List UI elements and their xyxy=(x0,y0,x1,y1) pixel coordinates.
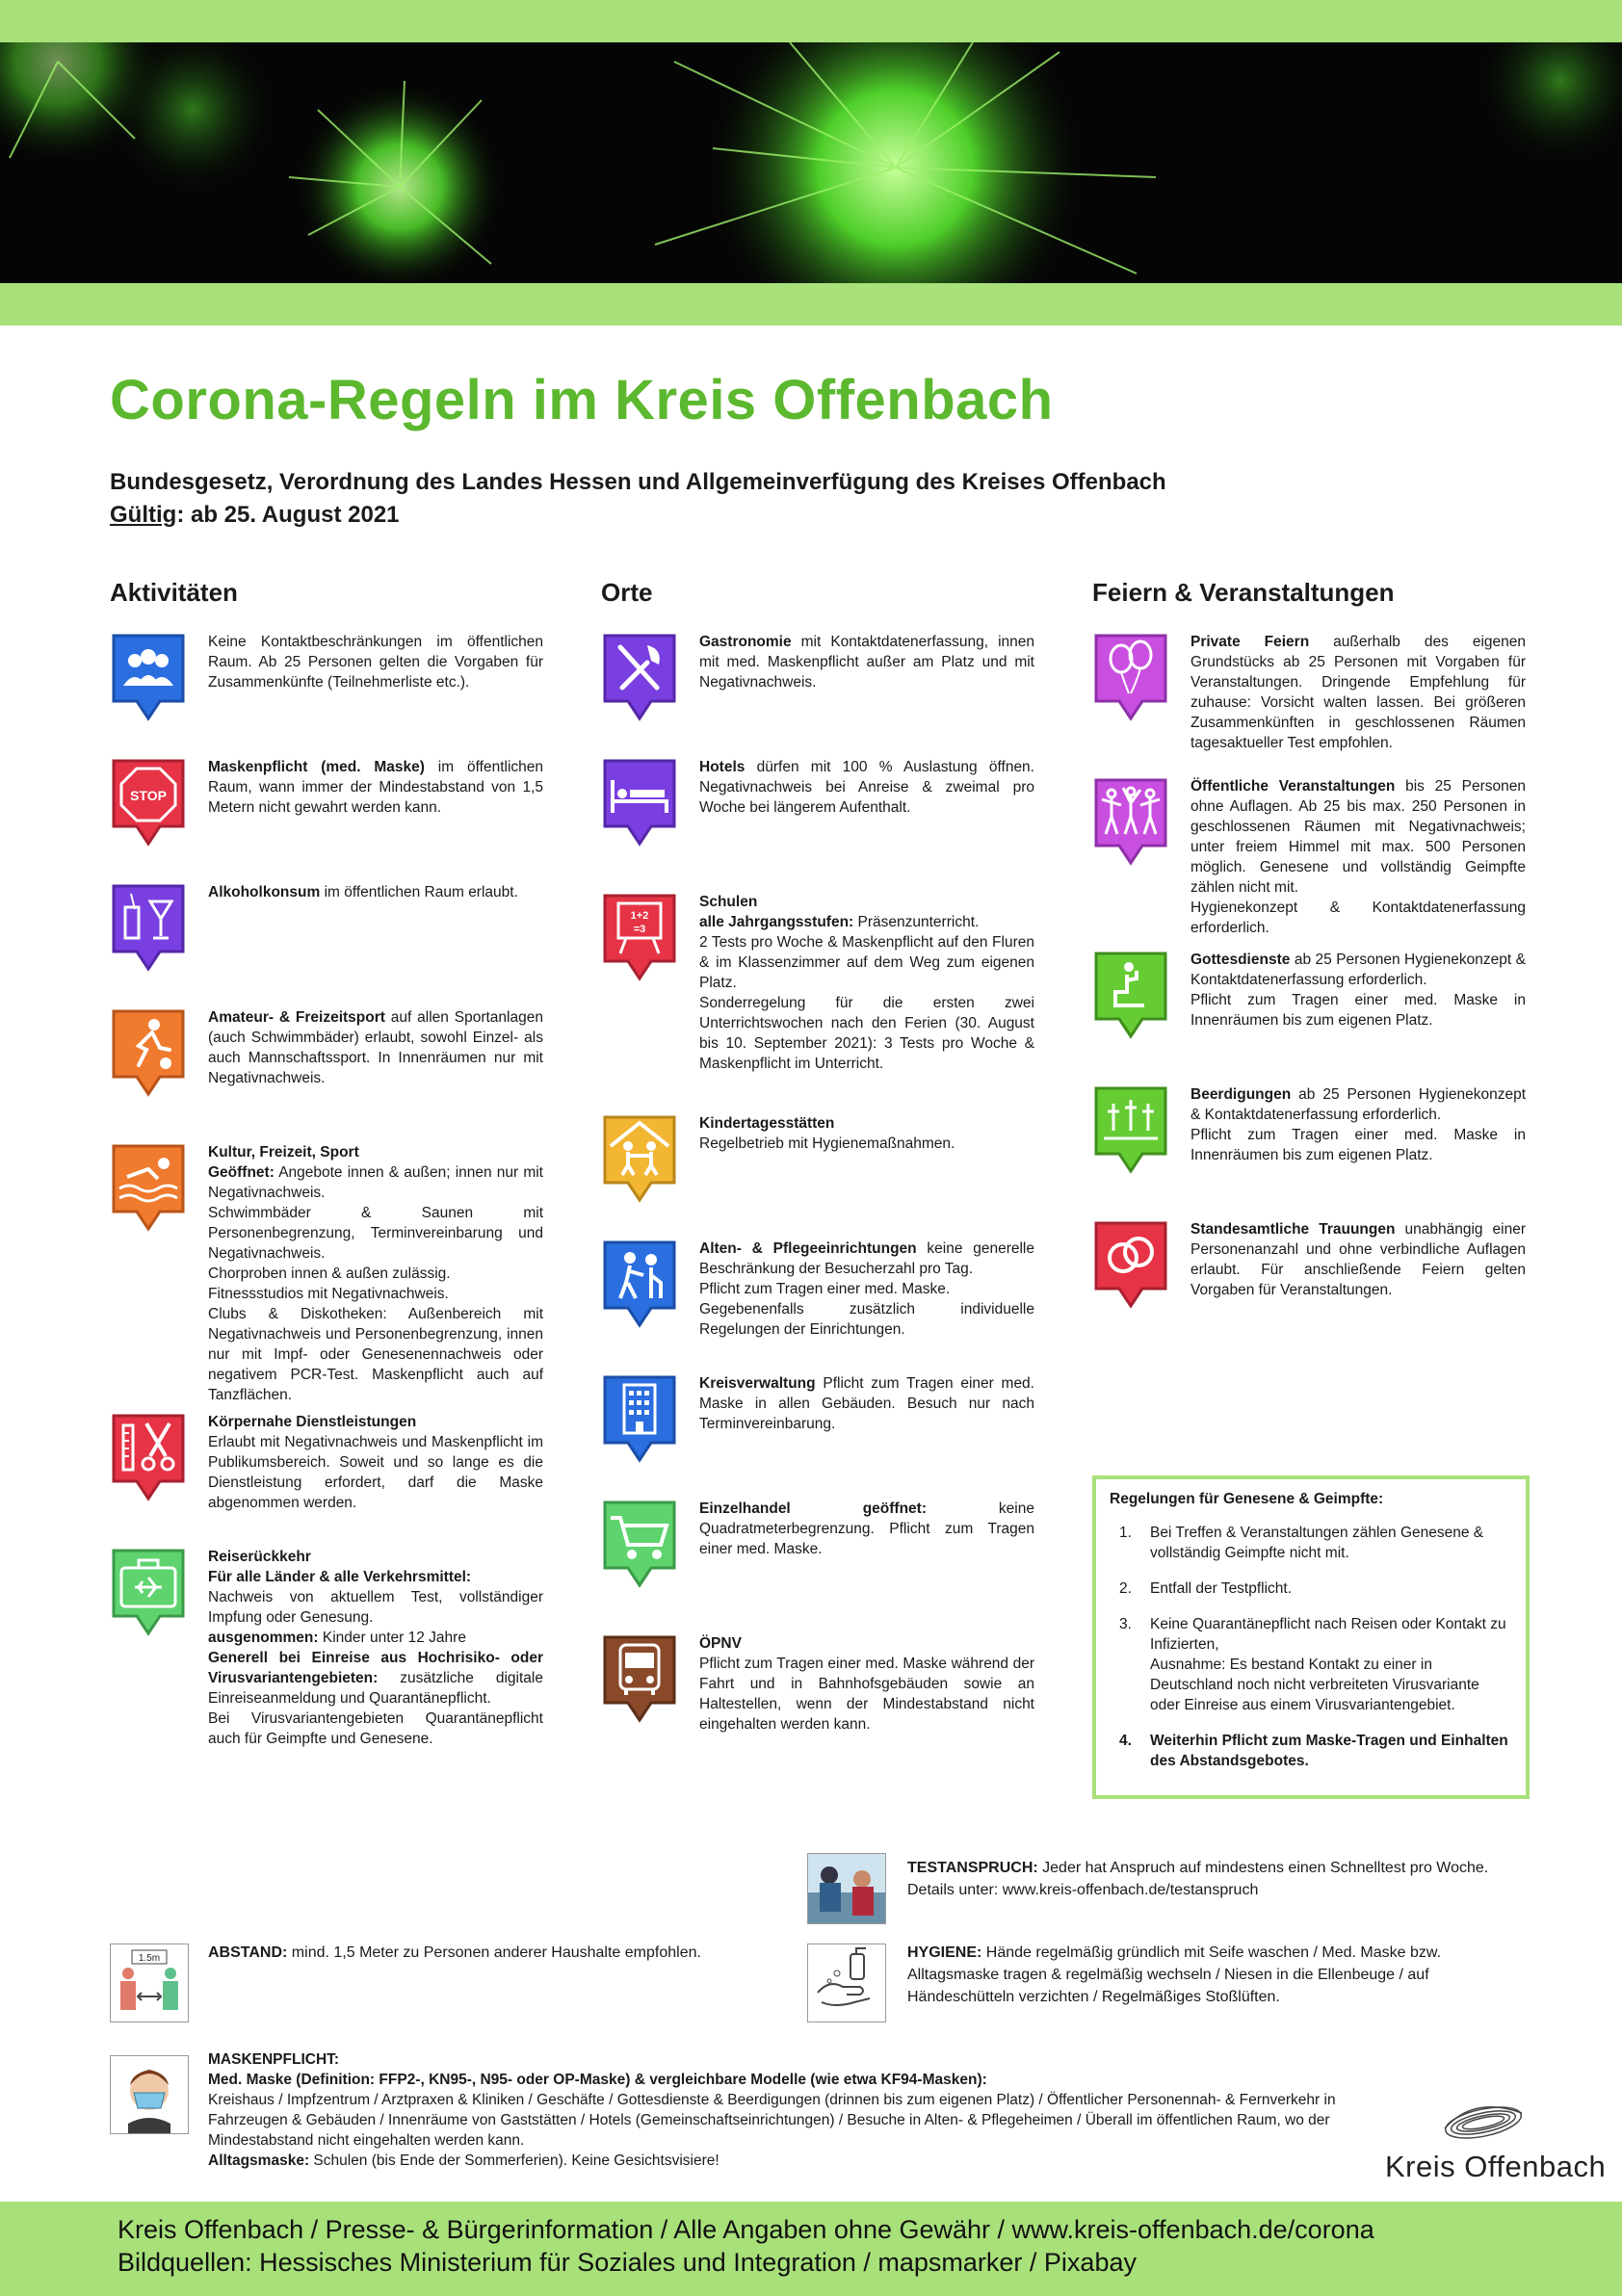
entry-kultur-text xyxy=(208,1142,543,1405)
entry-trauungen-text xyxy=(1190,1219,1526,1300)
hygiene-text: Hände regelmäßig gründlich mit Seife waschen / Med. Maske bzw. Alltagsmaske tragen & regelmäßig wechseln / Niesen in die Ellenbeuge / auf Händeschütteln verzichten / Regelmäßiges Stoßlüften. xyxy=(907,1944,1442,2005)
kultur-line-3: Fitnessstudios mit Negativnachweis. xyxy=(208,1286,449,1302)
entry-einzelhandel-text xyxy=(699,1499,1034,1559)
reise-aus-text: Kinder unter 12 Jahre xyxy=(318,1630,466,1646)
logo-text: Kreis Offenbach xyxy=(1385,2150,1607,2183)
people-group-icon xyxy=(110,632,187,728)
alten-line-1: Pflicht zum Tragen einer med. Maske. xyxy=(699,1281,951,1297)
gottes-line-1: Pflicht zum Tragen einer med. Maske in Innenräumen bis zum eigenen Platz. xyxy=(1190,992,1526,1029)
suitcase-plane-icon xyxy=(110,1547,187,1643)
reise-aus-bold: ausgenommen: xyxy=(208,1630,319,1646)
top-green-band xyxy=(0,0,1622,42)
mask-title: MASKENPFLICHT: xyxy=(208,2051,340,2068)
face-mask-icon xyxy=(110,2055,189,2134)
alkohol-bold: Alkoholkonsum xyxy=(208,884,321,900)
abstand-text: mind. 1,5 Meter zu Personen anderer Haushalte empfohlen. xyxy=(287,1944,701,1961)
entry-koerpernahe-text xyxy=(208,1412,543,1513)
alten-line-2: Gegebenenfalls zusätzlich individuelle Regelungen der Einrichtungen. xyxy=(699,1301,1034,1338)
alten-desc: keine generelle Beschränkung der Besucherzahl pro Tag. xyxy=(699,1240,1034,1277)
schulen-line-1: 2 Tests pro Woche & Maskenpflicht auf den Fluren & im Klassenzimmer auf dem Weg zum eigenen Platz. xyxy=(699,934,1034,991)
hygiene-bold: HYGIENE: xyxy=(907,1944,982,1961)
test-link[interactable]: Details unter: www.kreis-offenbach.de/testanspruch xyxy=(907,1882,1259,1898)
beerdigung-line-1: Pflicht zum Tragen einer med. Maske in Innenräumen bis zum eigenen Platz. xyxy=(1190,1127,1526,1163)
sports-player-icon xyxy=(110,1007,187,1104)
valid-label: Gültig xyxy=(110,502,177,528)
handel-desc: keine Quadratmeterbegrenzung. Pflicht zum Tragen einer med. Maske. xyxy=(699,1500,1034,1557)
board-text: 1+2 xyxy=(630,910,649,922)
kindergarten-icon xyxy=(601,1113,678,1210)
entry-alten-text xyxy=(699,1239,1034,1340)
praying-person-icon xyxy=(1092,950,1169,1046)
reise-title: Reiserückkehr xyxy=(208,1549,311,1565)
schulen-sub-bold: alle Jahrgangsstufen: xyxy=(699,914,854,930)
oepnv-title: ÖPNV xyxy=(699,1635,742,1652)
alltag-text: Schulen (bis Ende der Sommerferien). Keine Gesichtsvisiere! xyxy=(309,2152,719,2169)
handwashing-icon xyxy=(807,1944,886,2022)
gottes-bold: Gottesdienste xyxy=(1190,952,1291,968)
gastro-desc: mit Kontaktdatenerfassung, innen mit med. Maskenpflicht außer am Platz und mit Negativnachweis. xyxy=(699,634,1034,691)
maskenpflicht-info xyxy=(208,2049,1364,2171)
testanspruch-info xyxy=(907,1857,1524,1901)
entry-oepnv-text xyxy=(699,1633,1034,1735)
entry-maskenpflicht-text xyxy=(208,757,543,818)
subtitle-law: Bundesgesetz, Verordnung des Landes Hessen und Allgemeinverfügung des Kreises Offenbach xyxy=(110,469,1166,495)
beerdigung-desc: ab 25 Personen Hygienekonzept & Kontaktdatenerfassung erforderlich. xyxy=(1190,1086,1526,1123)
column-heading-aktivitaeten: Aktivitäten xyxy=(110,578,238,607)
kultur-open-text: Angebote innen & außen; innen nur mit Negativnachweis. xyxy=(208,1164,543,1201)
koerper-desc: Erlaubt mit Negativnachweis und Maskenpflicht im Publikumsbereich. Soweit und so lange es die Dienstleistung erfordert, darf die Maske abgenommen werden. xyxy=(208,1434,543,1511)
reise-sub: Für alle Länder & alle Verkehrsmittel: xyxy=(208,1569,472,1585)
crosses-icon xyxy=(1092,1084,1169,1181)
reise-gen-text: zusätzliche digitale Einreiseanmeldung und Quarantänepflicht. xyxy=(208,1670,543,1707)
kultur-title: Kultur, Freizeit, Sport xyxy=(208,1144,359,1161)
regelung-item-1: 1. Bei Treffen & Veranstaltungen zählen Genesene & vollständig Geimpfte nicht mit. xyxy=(1119,1525,1484,1561)
wedding-rings-icon xyxy=(1092,1219,1169,1316)
regelung-item-3: 3. Keine Quarantänepflicht nach Reisen oder Kontakt zu Infizierten, Ausnahme: Es bestand Kontakt zu einer in Deutschland noch nicht verbreiteten Virusvariante oder Einreise aus einem Virusvariantengebiet. xyxy=(1119,1616,1506,1713)
oeffentlich-line-1: Hygienekonzept & Kontaktdatenerfassung erforderlich. xyxy=(1190,900,1526,936)
kultur-line-2: Chorproben innen & außen zulässig. xyxy=(208,1265,451,1282)
mask-definition: Med. Maske (Definition: FFP2-, KN95-, N95- oder OP-Maske) & vergleichbare Modelle (wie etwa KF94-Masken): xyxy=(208,2072,987,2088)
entry-hotels-text xyxy=(699,757,1034,818)
elderly-care-icon xyxy=(601,1239,678,1335)
stop-sign-text: STOP xyxy=(130,788,167,803)
entry-private-feiern-text xyxy=(1190,632,1526,753)
board-text-2: =3 xyxy=(633,924,646,935)
school-board-icon xyxy=(601,892,678,988)
privat-bold: Private Feiern xyxy=(1190,634,1310,650)
stop-sign-icon xyxy=(110,757,187,853)
oeffentlich-desc: bis 25 Personen ohne Auflagen. Ab 25 bis max. 250 Personen in geschlossenen Räumen mit Negativnachweis; unter freiem Himmel mit max. 500 Personen möglich. Genesene und vollständig Geimpfte zählen nicht mit. xyxy=(1190,778,1526,896)
alten-bold: Alten- & Pflegeeinrichtungen xyxy=(699,1240,917,1257)
entry-gastronomie-text xyxy=(699,632,1034,692)
regelungen-box xyxy=(1092,1475,1530,1799)
reise-gen-bold: Generell bei Einreise aus Hochrisiko- oder Virusvariantengebieten: xyxy=(208,1650,543,1686)
distance-icon xyxy=(110,1944,189,2022)
virus-banner-image xyxy=(0,42,1622,283)
bed-icon xyxy=(601,757,678,853)
abstand-bold: ABSTAND: xyxy=(208,1944,288,1961)
mask-places: Kreishaus / Impfzentrum / Arztpraxen & Kliniken / Geschäfte / Gottesdienste & Beerdigungen (drinnen bis zum eigenen Platz) / Öffentlicher Personennah- & Fernverkehr in Fahrzeugen & Gebäuden / Innenräume von Gaststätten / Hotels (Gemeinschaftseinrichtungen) / Besuche in Alten- & Pflegeheimen / Überall im öffentlichen Raum, wo der Mindestabstand nicht eingehalten werden kann. xyxy=(208,2092,1336,2149)
trauung-desc: unabhängig einer Personenanzahl und ohne verbindliche Auflagen erlaubt. Für anschließende Feiern gelten Vorgaben für Veranstaltungen. xyxy=(1190,1221,1527,1298)
footer xyxy=(0,2202,1622,2296)
balloons-icon xyxy=(1092,632,1169,728)
hotels-bold: Hotels xyxy=(699,759,746,775)
regelungen-title: Regelungen für Genesene & Geimpfte: xyxy=(1110,1491,1384,1507)
beerdigung-bold: Beerdigungen xyxy=(1190,1086,1292,1103)
gottes-desc: ab 25 Personen Hygienekonzept & Kontaktdatenerfassung erforderlich. xyxy=(1190,952,1526,988)
entry-kontakt-text: Keine Kontaktbeschränkungen im öffentlichen Raum. Ab 25 Personen gelten die Vorgaben für Zusammenkünfte (Teilnehmerliste etc.). xyxy=(208,634,543,691)
kultur-line-1: Schwimmbäder & Saunen mit Personenbegrenzung, Terminvereinbarung und Negativnachweis. xyxy=(208,1205,543,1262)
sport-bold: Amateur- & Freizeitsport xyxy=(208,1009,385,1026)
entry-alkohol-text xyxy=(208,882,543,902)
subtitle xyxy=(110,466,1166,532)
kita-desc: Regelbetrieb mit Hygienemaßnahmen. xyxy=(699,1135,955,1152)
entry-gottesdienste-text xyxy=(1190,950,1526,1031)
dancing-people-icon xyxy=(1092,776,1169,873)
distance-sign-text: 1.5m xyxy=(138,1953,161,1964)
column-heading-feiern: Feiern & Veranstaltungen xyxy=(1092,578,1395,607)
fork-knife-icon xyxy=(601,632,678,728)
schulen-sub-text: Präsenzunterricht. xyxy=(853,914,980,930)
kultur-open-bold: Geöffnet: xyxy=(208,1164,275,1181)
kreis-bold: Kreisverwaltung xyxy=(699,1375,816,1392)
reise-line-2: Bei Virusvariantengebieten Quarantänepflicht auch für Geimpfte und Genesene. xyxy=(208,1710,543,1747)
green-band xyxy=(0,283,1622,326)
swimmer-icon xyxy=(110,1142,187,1239)
footer-line-1: Kreis Offenbach / Presse- & Bürgerinformation / Alle Angaben ohne Gewähr / www.kreis-offenbach.de/corona xyxy=(118,2215,1374,2244)
entry-reise-text xyxy=(208,1547,543,1749)
test-bold: TESTANSPRUCH: xyxy=(907,1860,1038,1876)
abstand-info xyxy=(208,1942,747,1964)
test-photo xyxy=(807,1853,886,1924)
entry-kita-text xyxy=(699,1113,1034,1154)
office-building-icon xyxy=(601,1373,678,1470)
drinks-icon xyxy=(110,882,187,978)
test-text: Jeder hat Anspruch auf mindestens einen Schnelltest pro Woche. xyxy=(1037,1860,1489,1876)
bus-icon xyxy=(601,1633,678,1730)
hygiene-info xyxy=(907,1942,1530,2008)
kreis-desc: Pflicht zum Tragen einer med. Maske in allen Gebäuden. Besuch nur nach Terminvereinbarung. xyxy=(699,1375,1034,1432)
entry-beerdigungen-text xyxy=(1190,1084,1526,1165)
kita-title: Kindertagesstätten xyxy=(699,1115,835,1132)
valid-date xyxy=(110,499,1166,532)
entry-sport-text xyxy=(208,1007,543,1088)
reise-line-1: Nachweis von aktuellem Test, vollständiger Impfung oder Genesung. xyxy=(208,1589,543,1626)
alkohol-desc: im öffentlichen Raum erlaubt. xyxy=(320,884,518,900)
handel-bold: Einzelhandel geöffnet: xyxy=(699,1500,927,1517)
privat-desc: außerhalb des eigenen Grundstücks ab 25 Personen mit Vorgaben für Veranstaltungen. Dringende Empfehlung für zuhause: Vorsicht walten lassen. Bei größeren Zusammenkünften in geschlossenen Räumen tagesaktueller Test empfohlen. xyxy=(1190,634,1526,751)
page-title: Corona-Regeln im Kreis Offenbach xyxy=(110,369,1054,431)
schulen-line-2: Sonderregelung für die ersten zwei Unterrichtswochen nach den Ferien (30. August bis 10. September 2021): 3 Tests pro Woche & Maskenpflicht im Unterricht. xyxy=(699,995,1034,1072)
oepnv-desc: Pflicht zum Tragen einer med. Maske während der Fahrt und in Bahnhofsgebäuden sowie an Haltestellen, wenn der Mindestabstand nicht eingehalten werden kann. xyxy=(699,1656,1034,1733)
sport-desc: auf allen Sportanlagen (auch Schwimmbäder) erlaubt, sowohl Einzel- als auch Mannschaftssport. In Innenräumen nur mit Negativnachweis. xyxy=(208,1009,543,1086)
kultur-line-4: Clubs & Diskotheken: Außenbereich mit Negativnachweis und Personenbegrenzung, innen nur mit Impf- oder Genesenennachweis oder negativem PCR-Test. Maskenpflicht auch auf Tanzflächen. xyxy=(208,1306,543,1403)
entry-schulen-text xyxy=(699,892,1034,1074)
oeffentlich-bold: Öffentliche Veranstaltungen xyxy=(1190,778,1396,795)
entry-oeffentliche-text xyxy=(1190,776,1526,938)
regelung-item-2: 2. Entfall der Testpflicht. xyxy=(1119,1580,1293,1597)
schulen-title: Schulen xyxy=(699,894,758,910)
hotels-desc: dürfen mit 100 % Auslastung öffnen. Negativnachweis bei Anreise & zweimal pro Woche bei längerem Aufenthalt. xyxy=(699,759,1034,816)
maskenpflicht-bold: Maskenpflicht (med. Maske) xyxy=(208,759,425,775)
valid-date-text: : ab 25. August 2021 xyxy=(176,502,400,528)
shopping-cart-icon xyxy=(601,1499,678,1595)
footer-line-2: Bildquellen: Hessisches Ministerium für Soziales und Integration / mapsmarker / Pixabay xyxy=(118,2248,1137,2277)
alltag-bold: Alltagsmaske: xyxy=(208,2152,310,2169)
regelungen-list xyxy=(1110,1523,1512,1771)
scissors-comb-icon xyxy=(110,1412,187,1508)
entry-kreisverwaltung-text xyxy=(699,1373,1034,1434)
maskenpflicht-desc: im öffentlichen Raum, wann immer der Mindestabstand von 1,5 Metern nicht gewahrt werden kann. xyxy=(208,759,544,816)
trauung-bold: Standesamtliche Trauungen xyxy=(1190,1221,1396,1238)
gastro-bold: Gastronomie xyxy=(699,634,792,650)
column-heading-orte: Orte xyxy=(601,578,653,607)
koerper-title: Körpernahe Dienstleistungen xyxy=(208,1414,417,1430)
regelung-item-4: 4. Weiterhin Pflicht zum Maske-Tragen und Einhalten des Abstandsgebotes. xyxy=(1119,1733,1508,1769)
